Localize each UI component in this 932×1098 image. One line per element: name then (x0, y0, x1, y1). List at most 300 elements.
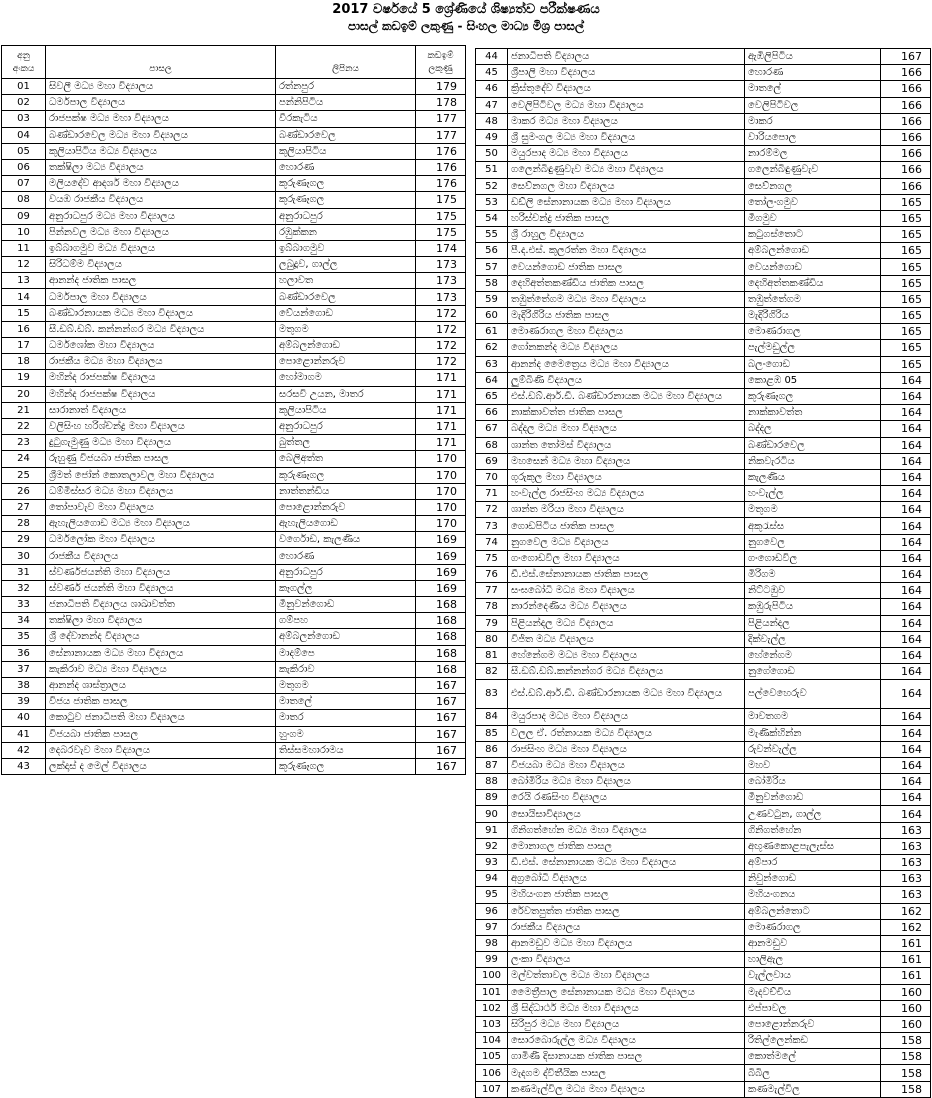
table-row (476, 291, 931, 307)
row-number: 66 (476, 405, 508, 421)
table-row (476, 372, 931, 388)
school-name: ශාන්ත මරියා මහා විද්‍යාලය (508, 502, 745, 518)
school-address: මීගමුව (745, 210, 881, 226)
row-number: 26 (2, 483, 46, 499)
school-name: රාජපක්ෂ මධ්‍ය මහා විද්‍යාලය (46, 111, 276, 127)
table-row (2, 159, 466, 175)
row-number: 58 (476, 275, 508, 291)
cutoff-mark: 161 (881, 968, 931, 984)
cutoff-mark: 166 (881, 178, 931, 194)
cutoff-mark: 165 (881, 324, 931, 340)
table-row (476, 162, 931, 178)
cutoff-mark: 164 (881, 757, 931, 773)
row-number: 86 (476, 741, 508, 757)
school-address: කටුගස්තොට (745, 227, 881, 243)
cutoff-mark: 170 (416, 516, 466, 532)
cutoff-mark: 172 (416, 354, 466, 370)
school-name: ඇහැලියගොඩ මධ්‍ය මහා විද්‍යාලය (46, 516, 276, 532)
school-name: කොටුව ජනාධිපති මහා විද්‍යාලය (46, 710, 276, 726)
row-number: 31 (2, 564, 46, 580)
table-row (476, 502, 931, 518)
school-name: අනුරාධපුර මධ්‍ය මහා විද්‍යාලය (46, 208, 276, 224)
school-name: රෙයි රණසිංහ විද්‍යාලය (508, 790, 745, 806)
school-address: කුරුණෑගල (276, 467, 416, 483)
cutoff-mark: 173 (416, 289, 466, 305)
row-number: 14 (2, 289, 46, 305)
school-address: උණවටුන, ගාල්ල (745, 806, 881, 822)
table-row (476, 49, 931, 65)
cutoff-mark: 164 (881, 469, 931, 485)
school-address: කුලියාපිටිය (276, 402, 416, 418)
table-row (2, 677, 466, 693)
school-address: බුත්තල (276, 435, 416, 451)
table-row (476, 757, 931, 773)
school-address: අම්බලන්තොට (745, 903, 881, 919)
column-header-school: පාසල (46, 46, 276, 79)
school-address: අනුරාධපුර (276, 418, 416, 434)
table-row (2, 273, 466, 289)
school-name: සිරිධම්ම විද්‍යාලය (46, 257, 276, 273)
cutoff-mark: 176 (416, 143, 466, 159)
school-address: අම්බලන්ගොඩ (276, 629, 416, 645)
table-row (2, 597, 466, 613)
table-row (476, 1016, 931, 1032)
cutoff-mark: 164 (881, 664, 931, 680)
cutoff-mark: 171 (416, 418, 466, 434)
cutoff-mark: 167 (416, 726, 466, 742)
row-number: 24 (2, 451, 46, 467)
row-number: 55 (476, 227, 508, 243)
school-address: වෙලිපිටිවල (745, 97, 881, 113)
school-name: සොරබොරුල්ල මධ්‍ය විද්‍යාලය (508, 1033, 745, 1049)
cutoff-mark: 167 (416, 742, 466, 758)
cutoff-mark: 173 (416, 273, 466, 289)
row-number: 68 (476, 437, 508, 453)
school-name: දුටුගැමුණු මධ්‍ය මහා විද්‍යාලය (46, 435, 276, 451)
school-address: මහව (745, 757, 881, 773)
school-name: කණමැල්විල මධ්‍ය මහා විද්‍යාලය (508, 1081, 745, 1097)
school-address: පැල්මඩුල්ල (745, 340, 881, 356)
row-number: 01 (2, 79, 46, 95)
school-address: සෙව්නගල (745, 178, 881, 194)
cutoff-mark: 161 (881, 952, 931, 968)
cutoff-mark: 164 (881, 725, 931, 741)
school-address: ගලෙන්බිඳුණුවැව (745, 162, 881, 178)
school-address: ගංගොඩවිල (745, 550, 881, 566)
cutoff-mark: 164 (881, 486, 931, 502)
school-address: කුරුණෑගල (276, 758, 416, 774)
cutoff-mark: 164 (881, 583, 931, 599)
table-row (2, 629, 466, 645)
school-name: පිළියන්දල මධ්‍ය විද්‍යාලය (508, 615, 745, 631)
row-number: 06 (2, 159, 46, 175)
cutoff-mark: 171 (416, 402, 466, 418)
row-number: 17 (2, 338, 46, 354)
school-name: ශ්‍රීපාලි මහා විද්‍යාලය (508, 65, 745, 81)
school-address: මාතලේ (745, 81, 881, 97)
row-number: 07 (2, 176, 46, 192)
school-name: ආනන්ද ජාතික පාසල (46, 273, 276, 289)
table-row (476, 806, 931, 822)
school-name: මල්වත්තාවල මධ්‍ය මහා විද්‍යාලය (508, 968, 745, 984)
school-address: මාතර (276, 710, 416, 726)
school-name: හරිස්චන්ද්‍ර ජාතික පාසල (508, 210, 745, 226)
school-name: වෙලිපිටිවල මධ්‍ය මහා විද්‍යාලය (508, 97, 745, 113)
school-address: පොළොන්නරුව (276, 499, 416, 515)
cutoff-mark: 172 (416, 305, 466, 321)
cutoff-mark: 167 (881, 49, 931, 65)
table-row (476, 340, 931, 356)
school-name: රාජකීය විද්‍යාලය (46, 548, 276, 564)
school-name: පී.ද.එස්. කුලරත්න මහා විද්‍යාලය (508, 243, 745, 259)
cutoff-mark: 160 (881, 1016, 931, 1032)
school-address: රුවන්වැල්ල (745, 741, 881, 757)
school-name: සී.ඩබ්.ඩබ්. කන්නන්ගර මධ්‍ය විද්‍යාලය (46, 321, 276, 337)
school-name: ශ්‍රී දේවානන්ද විද්‍යාලය (46, 629, 276, 645)
cutoff-mark: 166 (881, 146, 931, 162)
school-address: ඇඹිලිපිටිය (745, 49, 881, 65)
row-number: 33 (2, 597, 46, 613)
school-address: හුංගම (276, 726, 416, 742)
school-address: නිවුන්ගොඩ (745, 871, 881, 887)
school-name: ධර්මලෝක මහා විද්‍යාලය (46, 532, 276, 548)
school-name: ගලෙන්බිඳුණුවැව මධ්‍ය මහා විද්‍යාලය (508, 162, 745, 178)
row-number: 52 (476, 178, 508, 194)
school-name: සී.ඩබ්.ඩබ්.කන්නන්ගර මධ්‍ය විද්‍යාලය (508, 664, 745, 680)
cutoff-mark: 164 (881, 372, 931, 388)
row-number: 75 (476, 550, 508, 566)
table-row (2, 111, 466, 127)
row-number: 48 (476, 113, 508, 129)
table-row (476, 935, 931, 951)
school-address: බණ්ඩාරවෙල (276, 289, 416, 305)
school-address: වැල්ලවාය (745, 968, 881, 984)
table-row (2, 661, 466, 677)
row-number: 43 (2, 758, 46, 774)
school-name: ලක්දාස් ද මෙල් විද්‍යාලය (46, 758, 276, 774)
row-number: 12 (2, 257, 46, 273)
table-body-left (2, 79, 466, 775)
cutoff-mark: 169 (416, 580, 466, 596)
school-name: ගිනිගත්හේන මධ්‍ය මහා විද්‍යාලය (508, 822, 745, 838)
row-number: 54 (476, 210, 508, 226)
school-name: ධර්මපාල විද්‍යාලය (46, 95, 276, 111)
school-address: මැදවච්චිය (745, 984, 881, 1000)
table-row (476, 599, 931, 615)
table-row (476, 486, 931, 502)
school-name: දෙබරවැව මහා විද්‍යාලය (46, 742, 276, 758)
cutoff-mark: 169 (416, 532, 466, 548)
school-address: කෑගල්ල (276, 580, 416, 596)
school-name: විජිත මධ්‍ය විද්‍යාලය (508, 631, 745, 647)
row-number: 22 (2, 418, 46, 434)
cutoff-mark: 165 (881, 356, 931, 372)
table-row (476, 1000, 931, 1016)
school-name: හංවැල්ල රාජසිංහ මධ්‍ය විද්‍යාලය (508, 486, 745, 502)
row-number: 56 (476, 243, 508, 259)
row-number: 40 (2, 710, 46, 726)
school-name: කුලියාපිටිය මධ්‍ය විද්‍යාලය (46, 143, 276, 159)
table-row (476, 984, 931, 1000)
table-row (476, 81, 931, 97)
school-name: ජනාධිපති විද්‍යාලය (508, 49, 745, 65)
row-number: 67 (476, 421, 508, 437)
school-name: වලල ඒ. රත්නායක මධ්‍ය විද්‍යාලය (508, 725, 745, 741)
cutoff-mark: 166 (881, 97, 931, 113)
school-name: සෙව්නගල මහා විද්‍යාලය (508, 178, 745, 194)
row-number: 98 (476, 935, 508, 951)
cutoff-mark: 164 (881, 453, 931, 469)
cutoff-mark: 176 (416, 159, 466, 175)
row-number: 61 (476, 324, 508, 340)
school-address: පිළියන්දල (745, 615, 881, 631)
school-address: මතුගම (745, 502, 881, 518)
school-address: අම්පාර (745, 855, 881, 871)
school-name: සොයිසාවිද්‍යාලය (508, 806, 745, 822)
row-number: 49 (476, 129, 508, 145)
table-row (476, 709, 931, 725)
cutoff-mark: 164 (881, 806, 931, 822)
table-row (2, 467, 466, 483)
row-number: 20 (2, 386, 46, 402)
school-address: කුරුණෑගල (745, 388, 881, 404)
school-name: තක්ෂිලා මහා විද්‍යාලය (46, 613, 276, 629)
table-row (2, 742, 466, 758)
row-number: 18 (2, 354, 46, 370)
school-name: ආනන්ද මෛත්‍රෙය මධ්‍ය මහා විද්‍යාලය (508, 356, 745, 372)
table-row (2, 305, 466, 321)
school-name: ධම්මිස්සර මධ්‍ය මහා විද්‍යාලය (46, 483, 276, 499)
row-number: 79 (476, 615, 508, 631)
row-number: 71 (476, 486, 508, 502)
school-name: රාජකීය විද්‍යාලය (508, 919, 745, 935)
school-address: මතුගම (276, 677, 416, 693)
school-name: මාකර මධ්‍ය මහා විද්‍යාලය (508, 113, 745, 129)
school-address: කැලණිය (745, 469, 881, 485)
row-number: 76 (476, 567, 508, 583)
row-number: 45 (476, 65, 508, 81)
school-address: නුගවෙල (745, 534, 881, 550)
school-address: රත්නපුර (276, 79, 416, 95)
school-address: මීනුවන්ගොඩ (276, 597, 416, 613)
school-name: තඹුත්තේගම මධ්‍ය මහා විද්‍යාලය (508, 291, 745, 307)
school-address: මතුගම (276, 321, 416, 337)
table-row (2, 758, 466, 774)
school-name: ශ්‍රී රාහුල විද්‍යාලය (508, 227, 745, 243)
table-row (476, 903, 931, 919)
cutoff-mark: 165 (881, 291, 931, 307)
cutoff-table-right (475, 48, 931, 1098)
school-name: වයඹ රාජකීය විද්‍යාලය (46, 192, 276, 208)
school-name: මැදගම ද්විතීයික පාසල (508, 1065, 745, 1081)
cutoff-mark: 171 (416, 435, 466, 451)
row-number: 80 (476, 631, 508, 647)
school-address: මාකර (745, 113, 881, 129)
school-name: සිවලී මධ්‍ය මහා විද්‍යාලය (46, 79, 276, 95)
table-row (2, 224, 466, 240)
school-address: මීනුවන්ගොඩ (745, 790, 881, 806)
column-header-number: අනු අංකය (2, 46, 46, 79)
school-name: ශ්‍රීමත් ජෝන් කොතලාවල මහා විද්‍යාලය (46, 467, 276, 483)
school-name: මැදිරිගිරිය ජාතික පාසල (508, 308, 745, 324)
school-name: මොණරාගල මහා විද්‍යාලය (508, 324, 745, 340)
table-row (2, 289, 466, 305)
school-address: කුලියාපිටිය (276, 143, 416, 159)
table-row (476, 210, 931, 226)
school-name: විජයබා ජාතික පාසල (46, 726, 276, 742)
school-address: බණ්ඩාරවෙල (276, 127, 416, 143)
row-number: 106 (476, 1065, 508, 1081)
table-row (2, 435, 466, 451)
table-row (476, 356, 931, 372)
school-name: ලංකා විද්‍යාලය (508, 952, 745, 968)
cutoff-mark: 158 (881, 1081, 931, 1097)
row-number: 85 (476, 725, 508, 741)
row-number: 57 (476, 259, 508, 275)
cutoff-mark: 170 (416, 499, 466, 515)
school-name: ගංගොඩවිල මහා විද්‍යාලය (508, 550, 745, 566)
school-name: තක්ෂිලා මධ්‍ය විද්‍යාලය (46, 159, 276, 175)
table-row (2, 354, 466, 370)
school-address: හෝමාගම (276, 370, 416, 386)
row-number: 99 (476, 952, 508, 968)
school-name: රාජකීය මධ්‍ය මහා විද්‍යාලය (46, 354, 276, 370)
school-name: නුගවෙල මධ්‍ය විද්‍යාලය (508, 534, 745, 550)
row-number: 102 (476, 1000, 508, 1016)
row-number: 28 (2, 516, 46, 532)
school-address: නාක්කාවත්ත (745, 405, 881, 421)
table-row (476, 664, 931, 680)
school-name: මයුරපාද මධ්‍ය මහා විද්‍යාලය (508, 709, 745, 725)
cutoff-mark: 164 (881, 567, 931, 583)
table-row (476, 243, 931, 259)
school-address: ගම්පහ (276, 613, 416, 629)
row-number: 95 (476, 887, 508, 903)
cutoff-mark: 164 (881, 502, 931, 518)
school-name: රුහුණු විජයබා ජාතික පාසල (46, 451, 276, 467)
cutoff-mark: 163 (881, 887, 931, 903)
school-address: කුරුණෑගල (276, 192, 416, 208)
school-address: හේනේගම (745, 647, 881, 663)
table-row (476, 774, 931, 790)
school-name: එස්.ඩබ්.ආර්.ඩී. බණ්ඩාරනායක මධ්‍ය මහා විද්‍යාලය (508, 388, 745, 404)
row-number: 91 (476, 822, 508, 838)
table-row (476, 453, 931, 469)
school-address: මාතලේ (276, 694, 416, 710)
table-row (476, 615, 931, 631)
table-row (476, 146, 931, 162)
school-name: කැකිරාව මධ්‍ය මහා විද්‍යාලය (46, 661, 276, 677)
cutoff-mark: 163 (881, 855, 931, 871)
row-number: 02 (2, 95, 46, 111)
cutoff-mark: 160 (881, 1000, 931, 1016)
school-address: මිරිගම (745, 567, 881, 583)
school-address: කොත්මලේ (745, 1049, 881, 1065)
cutoff-mark: 169 (416, 564, 466, 580)
table-row (476, 178, 931, 194)
row-number: 78 (476, 599, 508, 615)
school-address: වර්ගොඩ, කැලණිය (276, 532, 416, 548)
table-row (2, 240, 466, 256)
row-number: 51 (476, 162, 508, 178)
cutoff-mark: 168 (416, 645, 466, 661)
table-row (2, 532, 466, 548)
school-address: තෝලංගමුව (745, 194, 881, 210)
school-address: අනුරාධපුර (276, 208, 416, 224)
school-address: පොළොන්නරුව (276, 354, 416, 370)
cutoff-mark: 164 (881, 741, 931, 757)
school-address: බණ්ඩාරවෙල (745, 437, 881, 453)
cutoff-mark: 166 (881, 113, 931, 129)
cutoff-mark: 170 (416, 451, 466, 467)
school-address: පොළොන්නරුව (745, 1016, 881, 1032)
table-row (476, 275, 931, 291)
cutoff-mark: 167 (416, 758, 466, 774)
cutoff-mark: 158 (881, 1065, 931, 1081)
school-address: දික්වැල්ල (745, 631, 881, 647)
school-address: පන්නිපිටිය (276, 95, 416, 111)
row-number: 73 (476, 518, 508, 534)
cutoff-mark: 166 (881, 129, 931, 145)
table-row (2, 548, 466, 564)
row-number: 82 (476, 664, 508, 680)
cutoff-mark: 164 (881, 534, 931, 550)
school-address: ඇහැලියගොඩ (276, 516, 416, 532)
row-number: 63 (476, 356, 508, 372)
table-row (476, 518, 931, 534)
table-row (476, 534, 931, 550)
table-row (476, 227, 931, 243)
table-row (476, 1081, 931, 1097)
table-row (476, 129, 931, 145)
cutoff-mark: 172 (416, 321, 466, 337)
table-row (476, 647, 931, 663)
cutoff-mark: 168 (416, 613, 466, 629)
school-address: මාදම්පෙ (276, 645, 416, 661)
cutoff-mark: 164 (881, 518, 931, 534)
cutoff-mark: 164 (881, 421, 931, 437)
school-name: සිරිපුර මධ්‍ය මහා විද්‍යාලය (508, 1016, 745, 1032)
row-number: 77 (476, 583, 508, 599)
row-number: 41 (2, 726, 46, 742)
school-address: ලබුදූව, ගාල්ල (276, 257, 416, 273)
school-address: මහියංගනය (745, 887, 881, 903)
school-name: මහියංගන ජාතික පාසල (508, 887, 745, 903)
table-row (2, 483, 466, 499)
school-address: කඹුරුපිටිය (745, 599, 881, 615)
row-number: 70 (476, 469, 508, 485)
school-name: ශාන්ත තෝමස් විද්‍යාලය (508, 437, 745, 453)
table-row (476, 65, 931, 81)
table-row (2, 143, 466, 159)
school-address: බිබිල (745, 1065, 881, 1081)
table-row (2, 580, 466, 596)
cutoff-mark: 164 (881, 599, 931, 615)
table-row (476, 919, 931, 935)
page-subtitle: පාසල් කඩඉම් ලකුණු - සිංහල මාධ්‍ය මිශ්‍ර පාසල් (347, 19, 584, 33)
school-address: අම්බලන්ගොඩ (276, 338, 416, 354)
row-number: 74 (476, 534, 508, 550)
school-address: රඹුක්කන (276, 224, 416, 240)
school-address: නාත්තන්ඩිය (276, 483, 416, 499)
school-address: හංවැල්ල (745, 486, 881, 502)
cutoff-mark: 177 (416, 127, 466, 143)
row-number: 30 (2, 548, 46, 564)
row-number: 104 (476, 1033, 508, 1049)
cutoff-mark: 175 (416, 208, 466, 224)
cutoff-mark: 164 (881, 550, 931, 566)
row-number: 29 (2, 532, 46, 548)
